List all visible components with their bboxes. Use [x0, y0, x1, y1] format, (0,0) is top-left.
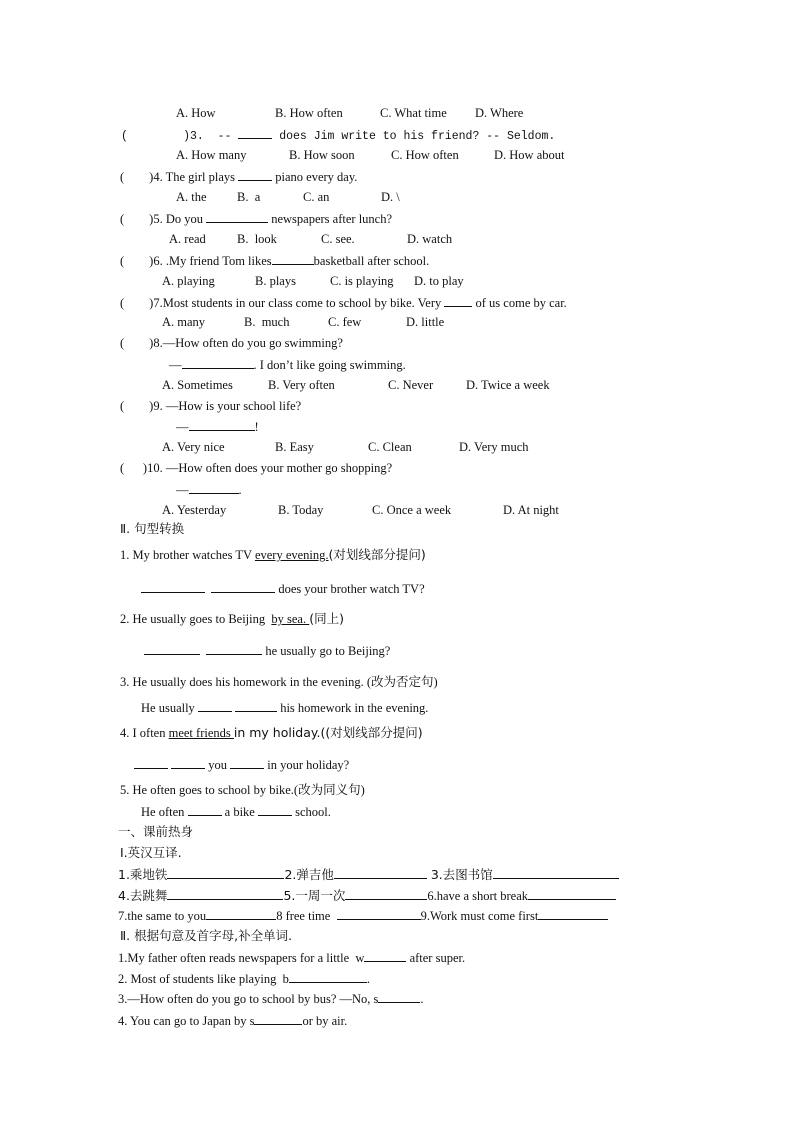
answer-paren: ( ): [120, 170, 154, 184]
q4-option-d: D. \: [381, 190, 400, 204]
transform-4-answer: you in your holiday?: [134, 756, 349, 773]
answer-blank[interactable]: [134, 756, 168, 769]
q10-option-c: C. Once a week: [372, 503, 452, 517]
q6-option-a: A. playing: [162, 274, 215, 288]
answer-paren: ( ): [120, 212, 154, 226]
answer-blank[interactable]: [171, 756, 205, 769]
answer-blank[interactable]: [188, 803, 222, 816]
answer-blank[interactable]: [167, 887, 283, 900]
q4-option-b: B. a: [237, 190, 261, 204]
q4-question: ( )4. The girl plays piano every day.: [120, 170, 358, 184]
q8-option-d: D. Twice a week: [466, 378, 550, 392]
q10-option-a: A. Yesterday: [162, 503, 227, 517]
q5-option-b: B. look: [237, 232, 277, 246]
answer-blank[interactable]: [538, 907, 608, 920]
section-title-transformation: Ⅱ. 句型转换: [120, 521, 185, 536]
transform-5: 5. He often goes to school by bike.(改为同义句): [120, 783, 365, 797]
answer-blank[interactable]: [167, 866, 284, 879]
q6-option-c: C. is playing: [330, 274, 394, 288]
q9-question: ( )9. —How is your school life?: [120, 399, 302, 413]
q7-question: ( )7.Most students in our class come to school by bike. Very of us come by car.: [120, 296, 567, 310]
q8-option-c: C. Never: [388, 378, 434, 392]
q5-option-a: A. read: [169, 232, 206, 246]
q2-option-c: C. What time: [380, 106, 447, 120]
part-2-title: Ⅱ. 根据句意及首字母,补全单词.: [120, 928, 293, 943]
underlined-phrase: meet friends: [168, 726, 234, 740]
translation-row-3: 7.the same to you 8 free time 9.Work must come first: [118, 907, 608, 924]
q4-option-c: C. an: [303, 190, 330, 204]
answer-blank[interactable]: [206, 907, 276, 920]
answer-paren: ( ): [120, 336, 154, 350]
answer-paren: ( ): [120, 254, 154, 268]
q7-option-c: C. few: [328, 315, 362, 329]
q10-option-b: B. Today: [278, 503, 324, 517]
answer-blank[interactable]: [235, 699, 277, 712]
answer-blank[interactable]: [198, 699, 232, 712]
answer-blank[interactable]: [493, 866, 619, 879]
word-fill-2: 2. Most of students like playing b .: [118, 972, 370, 986]
answer-blank[interactable]: [254, 1012, 302, 1025]
q5-option-c: C. see.: [321, 232, 355, 246]
q7-option-a: A. many: [162, 315, 206, 329]
word-fill-4: 4. You can go to Japan by s or by air.: [118, 1014, 348, 1028]
q3-option-a: A. How many: [176, 148, 247, 162]
answer-blank[interactable]: [378, 990, 420, 1003]
transform-3-answer: He usually his homework in the evening.: [141, 701, 429, 715]
transform-3: 3. He usually does his homework in the evening. (改为否定句): [120, 675, 438, 689]
warmup-title: 一、课前热身: [118, 824, 194, 839]
q6-option-b: B. plays: [255, 274, 296, 288]
q3-option-d: D. How about: [494, 148, 565, 162]
q6-question: ( )6. .My friend Tom likes basketball after school.: [120, 254, 430, 268]
answer-paren: ( ): [120, 399, 154, 413]
answer-blank[interactable]: [289, 970, 367, 983]
q9-option-b: B. Easy: [275, 440, 314, 454]
answer-blank[interactable]: [238, 168, 272, 181]
part-1-title: Ⅰ.英汉互译.: [120, 845, 182, 860]
q7-option-b: B. much: [244, 315, 290, 329]
answer-blank[interactable]: [182, 356, 254, 369]
q5-option-d: D. watch: [407, 232, 453, 246]
q9-option-a: A. Very nice: [162, 440, 225, 454]
underlined-phrase: every evening.: [254, 548, 329, 562]
transform-5-answer: He often a bike school.: [141, 805, 331, 819]
answer-blank[interactable]: [528, 887, 616, 900]
q6-option-d: D. to play: [414, 274, 464, 288]
answer-blank[interactable]: [337, 907, 421, 920]
q4-option-a: A. the: [176, 190, 207, 204]
answer-blank[interactable]: [189, 481, 239, 494]
answer-blank[interactable]: [189, 418, 255, 431]
q3-question: ( )3. -- does Jim write to his friend? -- Seldom.: [121, 126, 555, 145]
q2-option-b: B. How often: [275, 106, 343, 120]
q3-option-b: B. How soon: [289, 148, 355, 162]
transform-2-answer: he usually go to Beijing?: [144, 642, 390, 659]
underlined-phrase: by sea.: [271, 612, 310, 626]
answer-blank[interactable]: [258, 803, 292, 816]
answer-blank[interactable]: [141, 580, 205, 593]
answer-paren: ( ): [120, 461, 148, 475]
q2-option-a: A. How: [176, 106, 216, 120]
answer-blank[interactable]: [444, 294, 472, 307]
answer-paren: ( ): [120, 296, 154, 310]
answer-blank[interactable]: [206, 642, 262, 655]
answer-blank[interactable]: [238, 126, 272, 139]
q7-option-d: D. little: [406, 315, 445, 329]
translation-row-1: 1.乘地铁 2.弹吉他 3.去图书馆: [118, 866, 619, 883]
word-fill-3: 3.—How often do you go to school by bus? —No, s .: [118, 992, 424, 1006]
answer-blank[interactable]: [206, 210, 268, 223]
answer-blank[interactable]: [230, 756, 264, 769]
answer-blank[interactable]: [364, 949, 406, 962]
q10-option-d: D. At night: [503, 503, 559, 517]
q5-question: ( )5. Do you newspapers after lunch?: [120, 212, 393, 226]
q9-option-c: C. Clean: [368, 440, 412, 454]
q10-response: — .: [176, 483, 242, 497]
q9-option-d: D. Very much: [459, 440, 529, 454]
q9-response: — !: [176, 420, 259, 434]
q3-option-c: C. How often: [391, 148, 459, 162]
transform-4: 4. I often meet friends in my holiday.((对划线部分提问): [120, 725, 423, 740]
q8-option-a: A. Sometimes: [162, 378, 233, 392]
answer-blank[interactable]: [334, 866, 427, 879]
transform-1-answer: does your brother watch TV?: [141, 580, 425, 597]
q8-question: ( )8.—How often do you go swimming?: [120, 336, 343, 350]
answer-blank[interactable]: [144, 642, 200, 655]
q8-response: — . I don’t like going swimming.: [169, 358, 406, 372]
transform-1: 1. My brother watches TV every evening.(对划线部分提问): [120, 547, 426, 562]
answer-blank[interactable]: [345, 887, 427, 900]
q10-question: ( )10. —How often does your mother go shopping?: [120, 461, 393, 475]
answer-blank[interactable]: [272, 252, 314, 265]
word-fill-1: 1.My father often reads newspapers for a little w after super.: [118, 951, 466, 965]
q2-option-d: D. Where: [475, 106, 524, 120]
transform-2: 2. He usually goes to Beijing by sea. (同上): [120, 611, 344, 626]
q8-option-b: B. Very often: [268, 378, 335, 392]
translation-row-2: 4.去跳舞 5.一周一次 6.have a short break: [118, 887, 616, 904]
answer-blank[interactable]: [211, 580, 275, 593]
answer-paren: ( ): [121, 130, 191, 143]
